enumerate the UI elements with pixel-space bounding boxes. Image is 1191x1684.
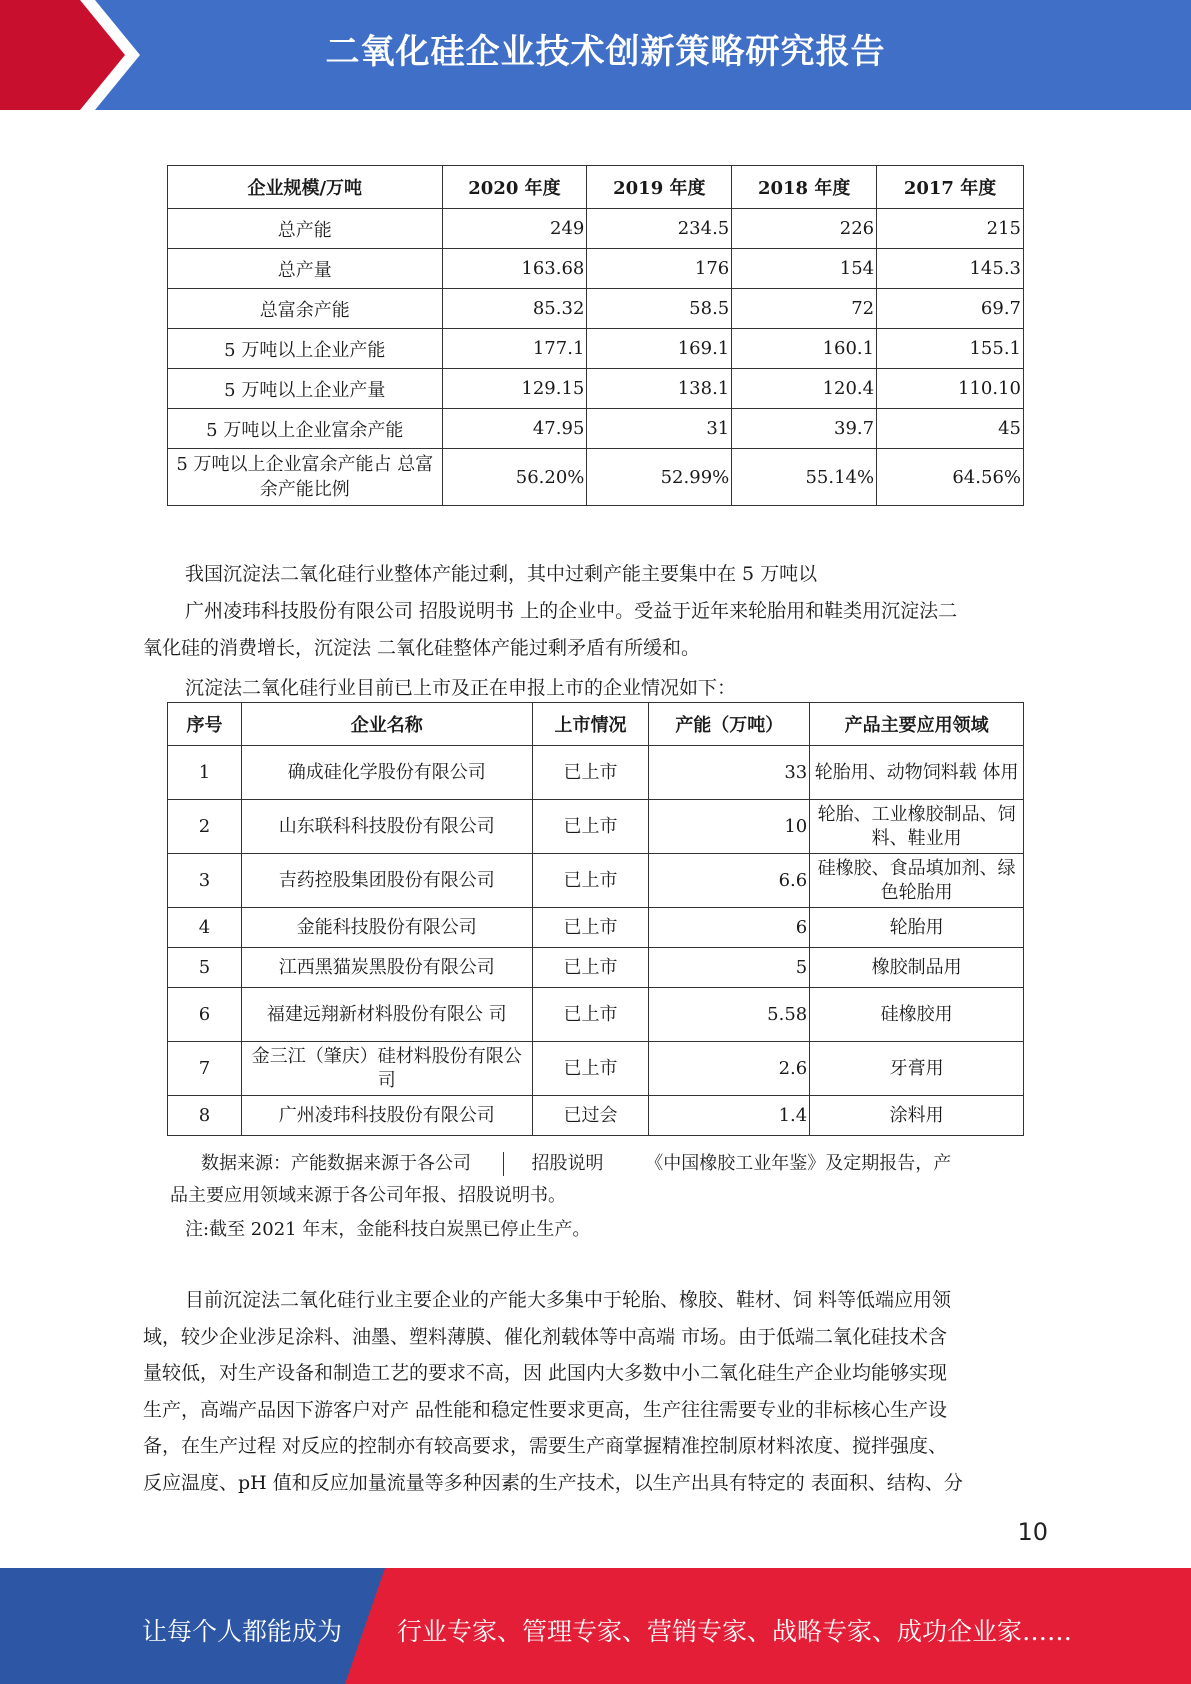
cell-capacity: 1.4 bbox=[649, 1096, 810, 1136]
table-row bbox=[168, 249, 1024, 289]
table-row bbox=[168, 289, 1024, 329]
cell-capacity: 10 bbox=[649, 800, 810, 854]
cell-application: 轮胎、工业橡胶制品、饲料、鞋业用 bbox=[810, 800, 1024, 854]
source-text: 《中国橡胶工业年鉴》及定期报告，产 bbox=[645, 1153, 952, 1174]
text-line: 反应温度、pH 值和反应加量流量等多种因素的生产技术，以生产出具有特定的 表面积、结构、分 bbox=[143, 1471, 963, 1494]
cell-value: 110.10 bbox=[877, 369, 1024, 409]
row-label: 总产能 bbox=[168, 209, 443, 249]
page-title: 二氧化硅企业技术创新策略研究报告 bbox=[325, 32, 886, 72]
cell-index: 4 bbox=[168, 908, 242, 948]
table-row bbox=[168, 746, 1024, 800]
cell-value: 85.32 bbox=[442, 289, 587, 329]
source-text: 品主要应用领域来源于各公司年报、招股说明书。 bbox=[170, 1185, 566, 1206]
text-line: 备，在生产过程 对反应的控制亦有较高要求，需要生产商掌握精准控制原材料浓度、搅拌强度、 bbox=[143, 1435, 948, 1457]
source-text: 数据来源：产能数据来源于各公司 bbox=[201, 1153, 471, 1174]
cell-status: 已上市 bbox=[532, 854, 649, 908]
row-label: 5 万吨以上企业富余产能 bbox=[168, 409, 443, 449]
cell-value: 138.1 bbox=[587, 369, 732, 409]
paragraph-market-structure bbox=[143, 1282, 1043, 1501]
table-row bbox=[168, 369, 1024, 409]
cell-value: 145.3 bbox=[877, 249, 1024, 289]
table2-intro bbox=[143, 670, 1043, 706]
col-header: 2019 年度 bbox=[587, 166, 732, 209]
cell-company: 确成硅化学股份有限公司 bbox=[241, 746, 532, 800]
cell-value: 163.68 bbox=[442, 249, 587, 289]
cell-status: 已上市 bbox=[532, 948, 649, 988]
cell-company: 金三江（肇庆）硅材料股份有限公司 bbox=[241, 1042, 532, 1096]
table-row bbox=[168, 329, 1024, 369]
table-row bbox=[168, 1042, 1024, 1096]
row-label: 总富余产能 bbox=[168, 289, 443, 329]
cell-application: 硅橡胶用 bbox=[810, 988, 1024, 1042]
col-header: 2017 年度 bbox=[877, 166, 1024, 209]
footer-slogan-right: 行业专家、管理专家、营销专家、战略专家、成功企业家…… bbox=[397, 1617, 1073, 1646]
cell-value: 169.1 bbox=[587, 329, 732, 369]
table-row bbox=[168, 209, 1024, 249]
cell-capacity: 33 bbox=[649, 746, 810, 800]
col-header: 2020 年度 bbox=[442, 166, 587, 209]
cell-value: 69.7 bbox=[877, 289, 1024, 329]
row-label: 5 万吨以上企业产能 bbox=[168, 329, 443, 369]
cell-value: 215 bbox=[877, 209, 1024, 249]
cell-status: 已上市 bbox=[532, 746, 649, 800]
cell-index: 2 bbox=[168, 800, 242, 854]
cell-index: 5 bbox=[168, 948, 242, 988]
table-row bbox=[168, 908, 1024, 948]
cell-value: 234.5 bbox=[587, 209, 732, 249]
cell-value: 31 bbox=[587, 409, 732, 449]
cell-value: 177.1 bbox=[442, 329, 587, 369]
cell-value: 56.20% bbox=[442, 449, 587, 506]
col-header: 企业规模/万吨 bbox=[168, 166, 443, 209]
cell-value: 176 bbox=[587, 249, 732, 289]
cell-status: 已上市 bbox=[532, 1042, 649, 1096]
cell-value: 129.15 bbox=[442, 369, 587, 409]
text-line: 广州凌玮科技股份有限公司 招股说明书 上的企业中。受益于近年来轮胎用和鞋类用沉淀法二 bbox=[185, 600, 958, 622]
capacity-table bbox=[167, 165, 1024, 506]
cell-application: 硅橡胶、食品填加剂、绿色轮胎用 bbox=[810, 854, 1024, 908]
cell-value: 120.4 bbox=[732, 369, 877, 409]
cell-value: 160.1 bbox=[732, 329, 877, 369]
cell-status: 已上市 bbox=[532, 800, 649, 854]
cell-application: 牙膏用 bbox=[810, 1042, 1024, 1096]
cell-status: 已上市 bbox=[532, 908, 649, 948]
cell-application: 轮胎用、动物饲料载 体用 bbox=[810, 746, 1024, 800]
cell-value: 55.14% bbox=[732, 449, 877, 506]
source-note bbox=[143, 1148, 1043, 1246]
cell-value: 45 bbox=[877, 409, 1024, 449]
col-header: 2018 年度 bbox=[732, 166, 877, 209]
cell-capacity: 6.6 bbox=[649, 854, 810, 908]
footer-band bbox=[0, 1568, 1191, 1684]
col-header: 序号 bbox=[168, 703, 242, 746]
note-text: 注:截至 2021 年末，金能科技白炭黑已停止生产。 bbox=[185, 1219, 591, 1240]
capacity-table-header bbox=[168, 166, 1024, 209]
row-label: 5 万吨以上企业富余产能占 总富余产能比例 bbox=[168, 449, 443, 506]
cell-capacity: 5 bbox=[649, 948, 810, 988]
cell-value: 154 bbox=[732, 249, 877, 289]
col-header: 产能（万吨） bbox=[649, 703, 810, 746]
cell-application: 橡胶制品用 bbox=[810, 948, 1024, 988]
cell-capacity: 2.6 bbox=[649, 1042, 810, 1096]
cell-application: 轮胎用 bbox=[810, 908, 1024, 948]
table-row bbox=[168, 948, 1024, 988]
col-header: 上市情况 bbox=[532, 703, 649, 746]
text-line: 生产，高端产品因下游客户对产 品性能和稳定性要求更高，生产往往需要专业的非标核心生产设 bbox=[143, 1398, 948, 1421]
cell-index: 3 bbox=[168, 854, 242, 908]
text-line: 沉淀法二氧化硅行业目前已上市及正在申报上市的企业情况如下： bbox=[185, 677, 737, 699]
cell-index: 1 bbox=[168, 746, 242, 800]
cell-capacity: 5.58 bbox=[649, 988, 810, 1042]
col-header: 企业名称 bbox=[241, 703, 532, 746]
cell-value: 58.5 bbox=[587, 289, 732, 329]
cell-status: 已上市 bbox=[532, 988, 649, 1042]
text-line: 我国沉淀法二氧化硅行业整体产能过剩，其中过剩产能主要集中在 5 万吨以 bbox=[185, 563, 818, 585]
text-line: 氧化硅的消费增长，沉淀法 二氧化硅整体产能过剩矛盾有所缓和。 bbox=[143, 637, 701, 659]
listed-companies-header bbox=[168, 703, 1024, 746]
cell-index: 6 bbox=[168, 988, 242, 1042]
paragraph-capacity-surplus bbox=[143, 556, 1043, 667]
text-line: 量较低，对生产设备和制造工艺的要求不高，因 此国内大多数中小二氧化硅生产企业均能够实现 bbox=[143, 1362, 948, 1384]
table-row bbox=[168, 988, 1024, 1042]
text-line: 目前沉淀法二氧化硅行业主要企业的产能大多集中于轮胎、橡胶、鞋材、饲 料等低端应用领 bbox=[185, 1289, 952, 1311]
source-text: 招股说明 bbox=[531, 1153, 604, 1174]
cell-company: 广州凌玮科技股份有限公司 bbox=[241, 1096, 532, 1136]
col-header: 产品主要应用领域 bbox=[810, 703, 1024, 746]
cell-value: 155.1 bbox=[877, 329, 1024, 369]
cell-company: 山东联科科技股份有限公司 bbox=[241, 800, 532, 854]
cell-company: 江西黑猫炭黑股份有限公司 bbox=[241, 948, 532, 988]
cell-company: 福建远翔新材料股份有限公 司 bbox=[241, 988, 532, 1042]
cell-value: 249 bbox=[442, 209, 587, 249]
cell-value: 72 bbox=[732, 289, 877, 329]
cell-value: 39.7 bbox=[732, 409, 877, 449]
header-band bbox=[0, 0, 1191, 110]
listed-companies-table bbox=[167, 702, 1024, 1136]
cell-company: 金能科技股份有限公司 bbox=[241, 908, 532, 948]
cell-index: 8 bbox=[168, 1096, 242, 1136]
row-label: 总产量 bbox=[168, 249, 443, 289]
cell-index: 7 bbox=[168, 1042, 242, 1096]
row-label: 5 万吨以上企业产量 bbox=[168, 369, 443, 409]
page-number: 10 bbox=[1017, 1518, 1048, 1546]
table-row bbox=[168, 449, 1024, 506]
table-row bbox=[168, 409, 1024, 449]
cell-value: 47.95 bbox=[442, 409, 587, 449]
cell-company: 吉药控股集团股份有限公司 bbox=[241, 854, 532, 908]
cell-value: 226 bbox=[732, 209, 877, 249]
text-line: 域，较少企业涉足涂料、油墨、塑料薄膜、催化剂载体等中高端 市场。由于低端二氧化硅技术含 bbox=[143, 1325, 948, 1348]
table-row bbox=[168, 1096, 1024, 1136]
footer-slogan-left: 让每个人都能成为 bbox=[142, 1617, 343, 1646]
cell-status: 已过会 bbox=[532, 1096, 649, 1136]
cell-value: 64.56% bbox=[877, 449, 1024, 506]
table-row bbox=[168, 854, 1024, 908]
table-row bbox=[168, 800, 1024, 854]
cell-application: 涂料用 bbox=[810, 1096, 1024, 1136]
cell-value: 52.99% bbox=[587, 449, 732, 506]
cell-capacity: 6 bbox=[649, 908, 810, 948]
